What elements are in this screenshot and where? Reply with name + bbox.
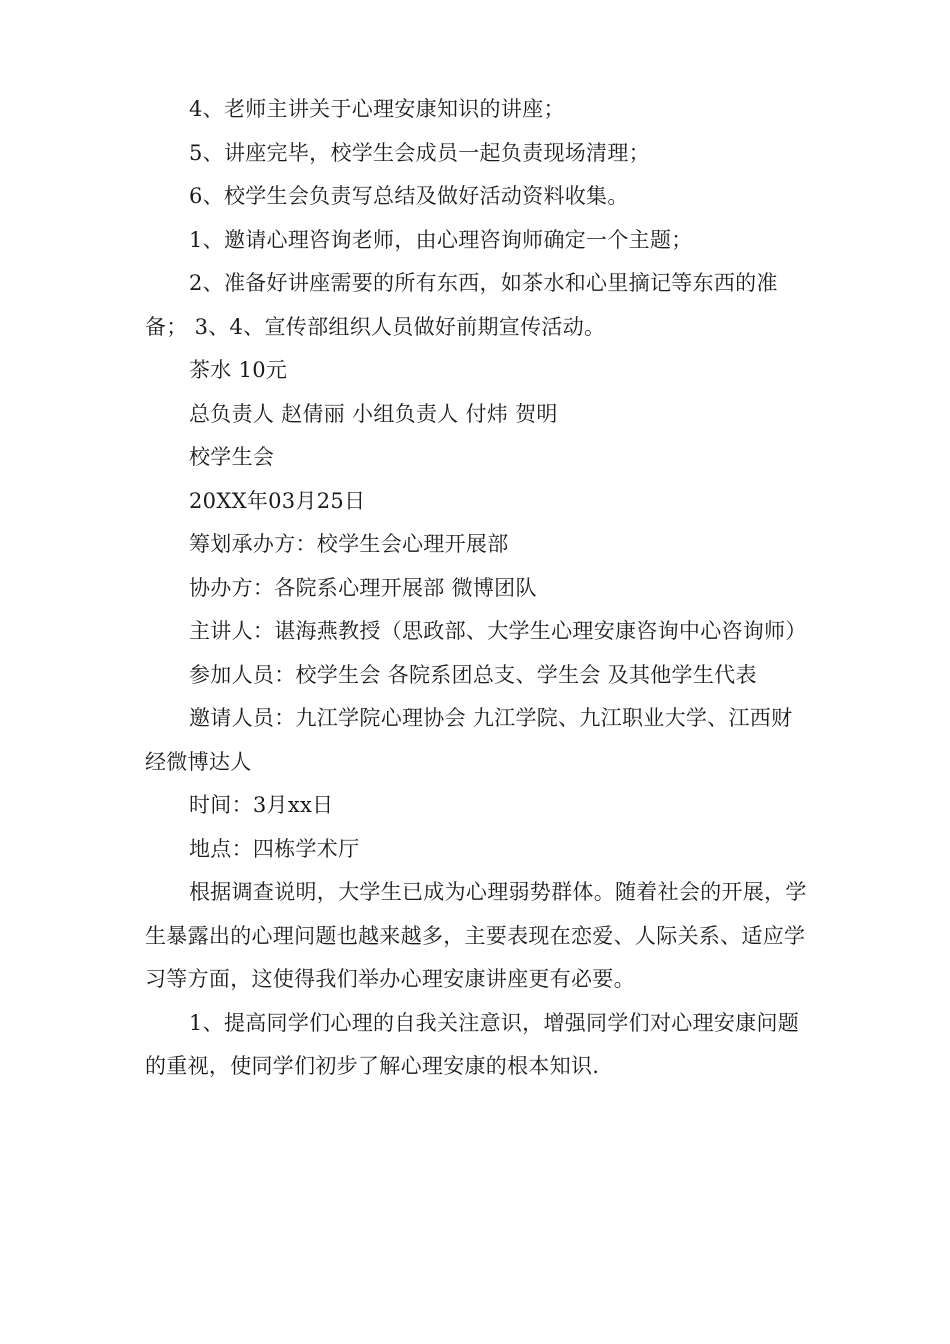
paragraph-responsible-persons: 总负责人 赵倩丽 小组负责人 付炜 贺明 xyxy=(189,401,558,426)
paragraph-organization: 校学生会 xyxy=(189,445,275,469)
paragraph-organizer: 筹划承办方：校学生会心理开展部 xyxy=(189,532,509,556)
paragraph-location: 地点：四栋学术厅 xyxy=(189,836,360,861)
paragraph-lecture-step-6: 6、校学生会负责写总结及做好活动资料收集。 xyxy=(189,184,629,208)
paragraph-prep-step-1: 1、邀请心理咨询老师，由心理咨询师确定一个主题； xyxy=(189,227,693,252)
paragraph-lecture-step-4: 4、老师主讲关于心理安康知识的讲座； xyxy=(189,97,565,121)
paragraph-budget: 茶水 10元 xyxy=(189,358,288,382)
paragraph-background: 根据调查说明，大学生已成为心理弱势群体。随着社会的开展，学生暴露出的心理问题也越来越多，主要表现在恋爱、人际关系、适应学习等方面，这使得我们举办心理安康讲座更有必要。 xyxy=(145,880,807,991)
paragraph-date: 20XX年03月25日 xyxy=(189,488,366,513)
paragraph-participants: 参加人员：校学生会 各院系团总支、学生会 及其他学生代表 xyxy=(189,662,757,687)
paragraph-lecture-step-5: 5、讲座完毕，校学生会成员一起负责现场清理； xyxy=(189,140,650,165)
paragraph-objective-1: 1、提高同学们心理的自我关注意识，增强同学们对心理安康问题的重视，使同学们初步了解心理安康的根本知识. xyxy=(145,1010,800,1078)
paragraph-invitees: 邀请人员：九江学院心理协会 九江学院、九江职业大学、江西财经微博达人 xyxy=(145,706,793,774)
document-page xyxy=(145,88,810,1089)
paragraph-time: 时间：3月xx日 xyxy=(189,793,334,817)
paragraph-prep-step-2: 2、准备好讲座需要的所有东西，如茶水和心里摘记等东西的准备； 3、4、宣传部组织人员做好前期宣传活动。 xyxy=(145,271,778,339)
paragraph-speaker: 主讲人：谌海燕教授（思政部、大学生心理安康咨询中心咨询师） xyxy=(189,619,807,643)
paragraph-co-organizer: 协办方：各院系心理开展部 微博团队 xyxy=(189,575,537,600)
